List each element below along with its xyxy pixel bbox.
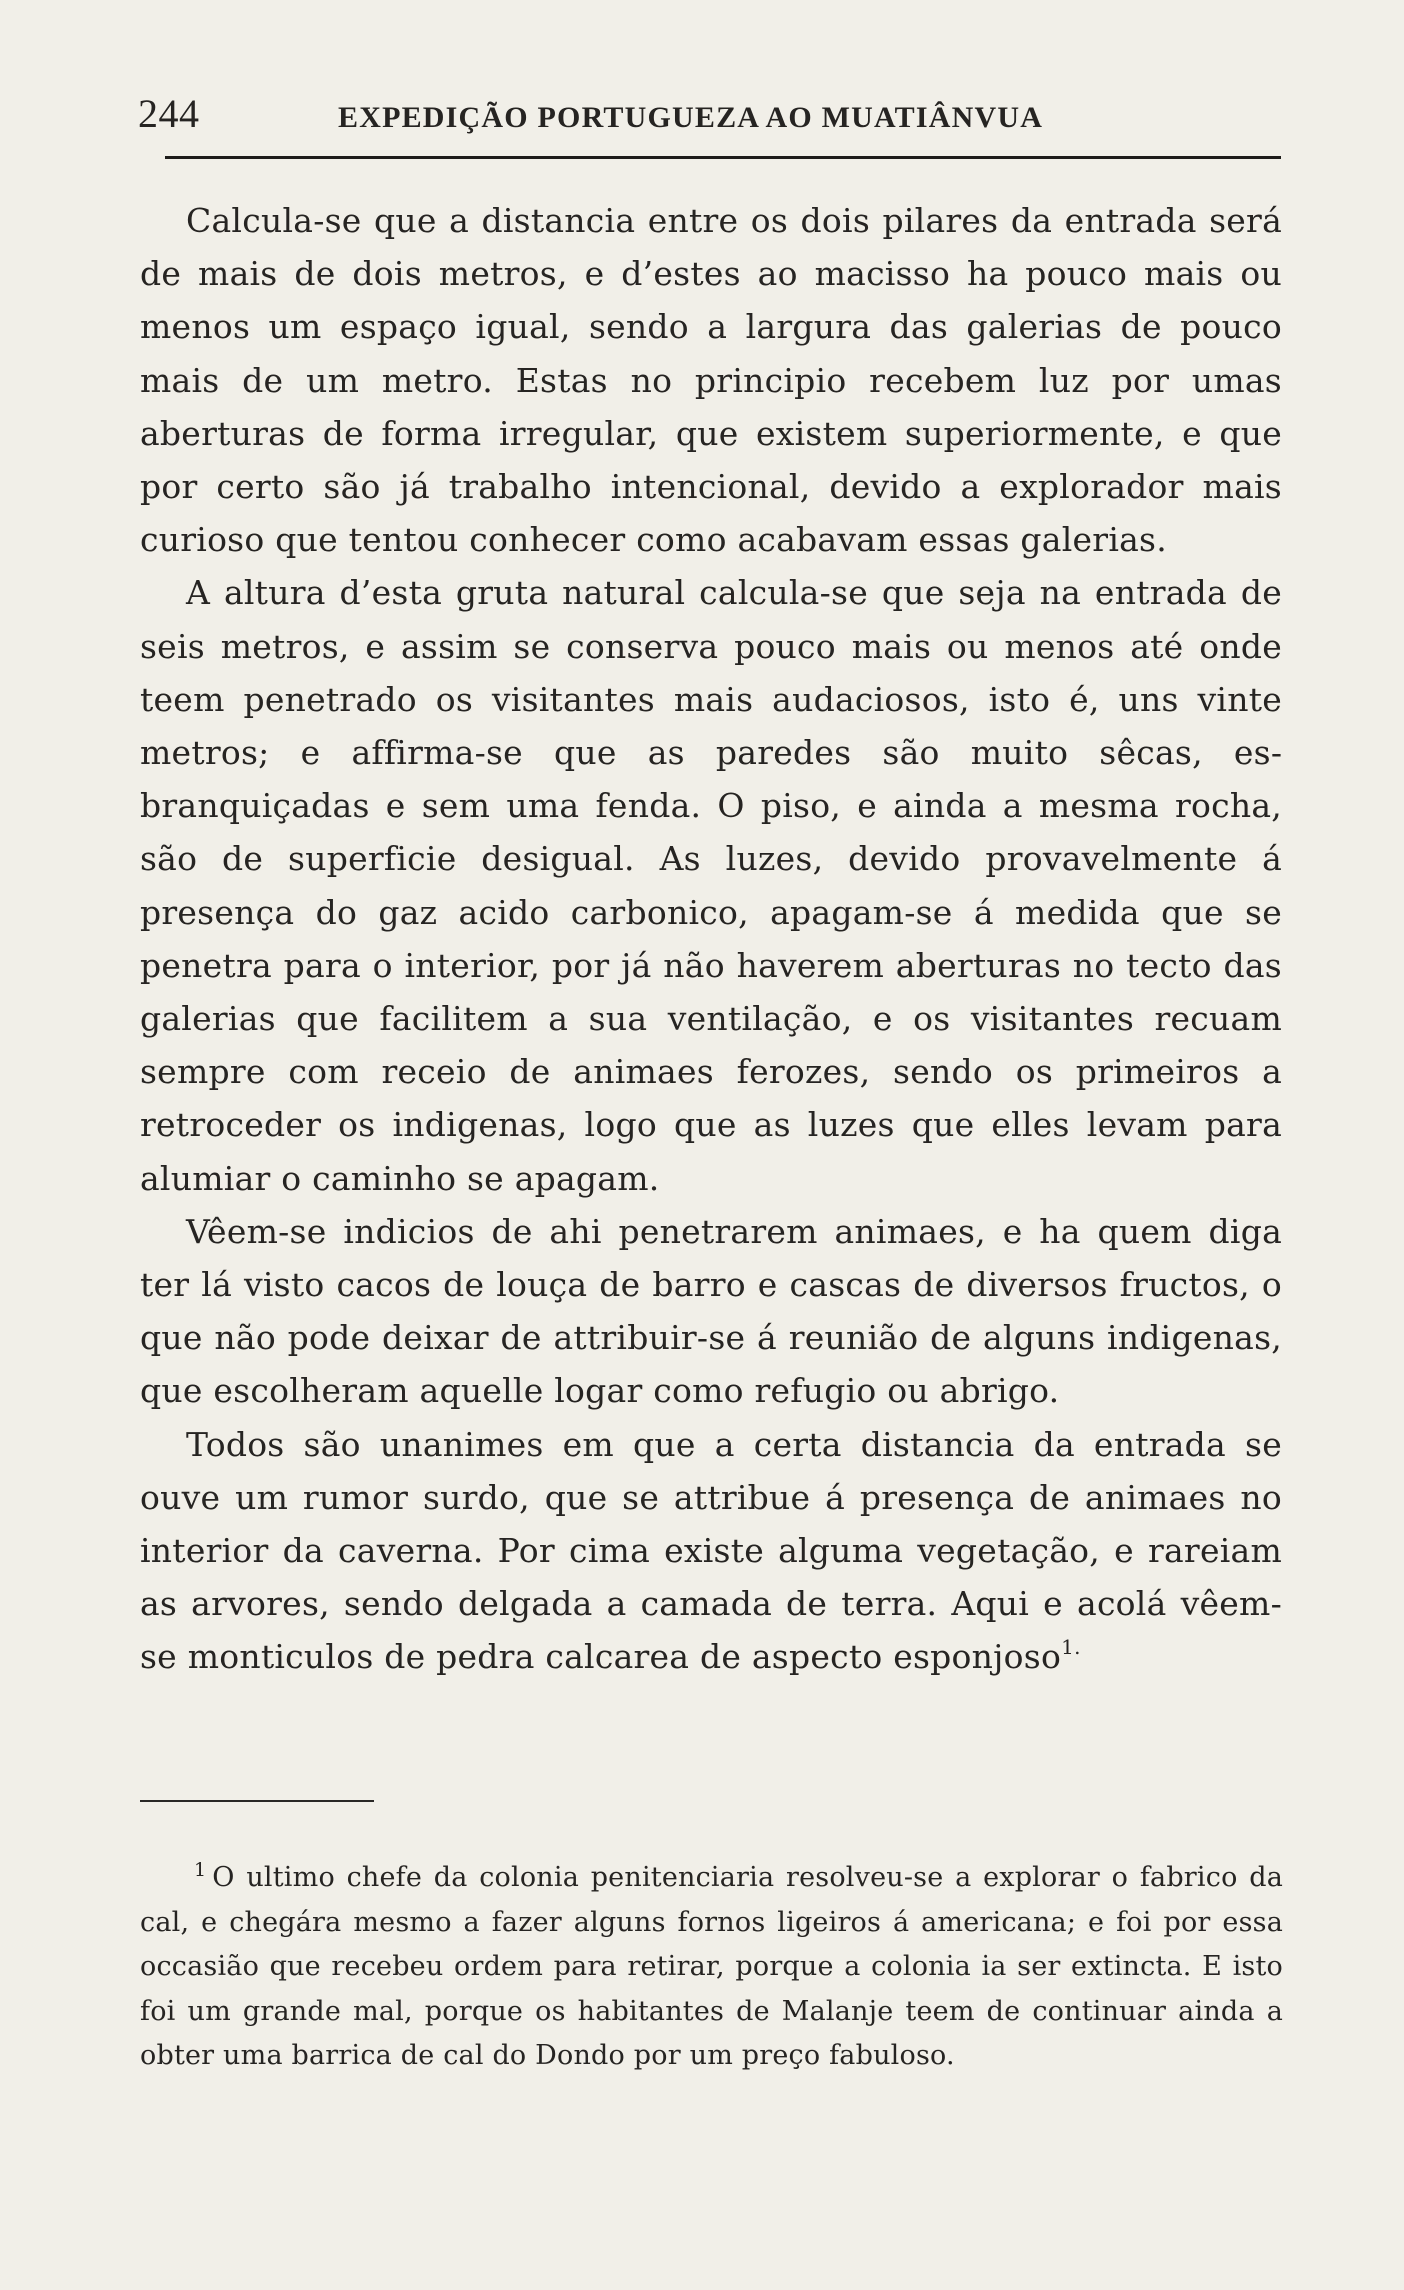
body-text [140, 194, 1282, 1684]
running-head: EXPEDIÇÃO PORTUGUEZA AO MUATIÂNVUA [338, 101, 1044, 134]
paragraph: A altura d’esta gruta natural calcula-se que seja na entrada de seis metros, e assim se conserva pouco mais ou menos até onde teem penetrado os visitantes mais audaciosos, isto é, uns vinte metros; e affirma-se que as paredes são muito sêcas, esbranquiçadas e sem uma fenda. O piso, e ainda a mesma rocha, são de superficie desigual. As luzes, devido provavelmente á presença do gaz acido carbonico, apagam-se á medida que se penetra para o interior, por já não haverem aberturas no tecto das galerias que facilitem a sua ventilação, e os visitantes recuam sempre com receio de animaes ferozes, sendo os primeiros a retroceder os indigenas, logo que as luzes que elles levam para alumiar o caminho se apagam. [140, 573, 1282, 1198]
page-header [138, 90, 1283, 142]
footnote-text: O ultimo chefe da colonia penitenciaria resolveu-se a explorar o fabrico da cal, e chegára mesmo a fazer alguns fornos ligeiros á americana; e foi por essa occasião que recebeu ordem para retirar, porque a colonia ia ser extincta. E isto foi um grande mal, porque os habitantes de Malanje teem de continuar ainda a obter uma barrica de cal do Dondo por um preço fabuloso. [140, 1862, 1283, 2072]
paragraph: Calcula-se que a distancia entre os dois pilares da entrada será de mais de dois metros, e d’estes ao macisso ha pouco mais ou menos um espaço igual, sendo a largura das galerias de pouco mais de um metro. Estas no principio recebem luz por umas aberturas de forma irregular, que existem superiormente, e que por certo são já trabalho intencional, devido a explorador mais curioso que tentou conhecer como acabavam essas galerias. [140, 201, 1282, 560]
paragraph-text: Todos são unanimes em que a certa distancia da entrada se ouve um rumor surdo, que se attribue á presença de animaes no interior da caverna. Por cima existe alguma vegetação, e rareiam as arvores, sendo delgada a camada de terra. Aqui e acolá vêem-se monticulos de pedra calcarea de aspecto esponjoso [140, 1424, 1282, 1677]
paragraph-with-footnote-ref [140, 1418, 1282, 1684]
footnote [140, 1856, 1283, 2079]
paragraph: Vêem-se indicios de ahi penetrarem animaes, e ha quem diga ter lá visto cacos de louça de barro e cascas de diversos fructos, o que não pode deixar de attribuir-se á reunião de alguns indigenas, que escolheram aquelle logar como refugio ou abrigo. [140, 1211, 1282, 1411]
footnote-rule [140, 1800, 374, 1802]
footnote-reference[interactable]: 1. [1061, 1635, 1081, 1660]
footnote-paragraph [140, 1856, 1283, 2079]
header-rule [165, 156, 1281, 159]
footnote-number: 1 [194, 1859, 207, 1881]
page-number: 244 [138, 91, 200, 136]
